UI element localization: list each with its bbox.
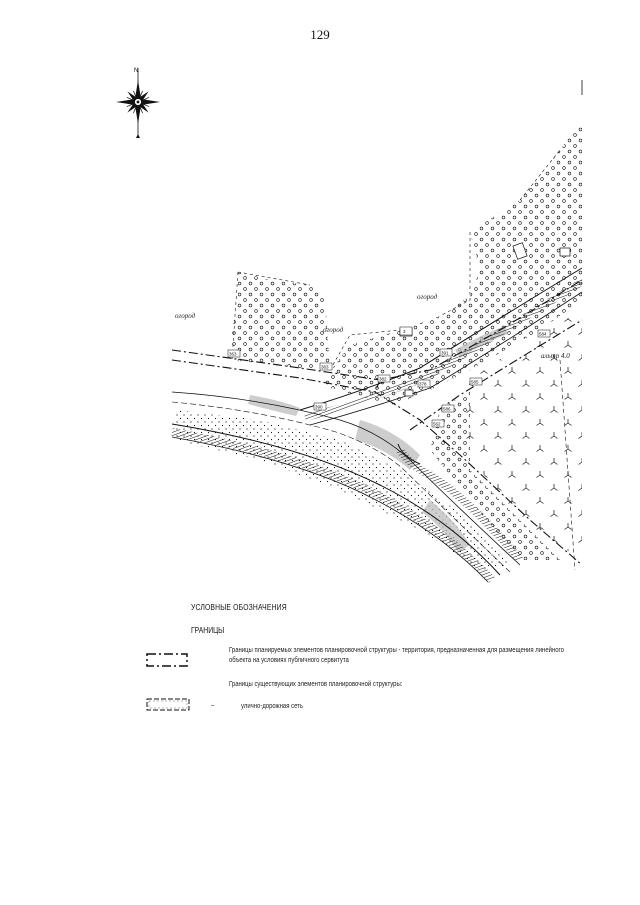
parcel-label: 562 bbox=[433, 421, 441, 427]
parcel-label: 585 bbox=[471, 379, 479, 385]
legend-dash: – bbox=[211, 702, 215, 709]
garden-label: огород bbox=[417, 293, 438, 301]
garden-label: огород bbox=[323, 326, 344, 334]
legend-section-title: ГРАНИЦЫ bbox=[191, 626, 225, 635]
legend-title: УСЛОВНЫЕ ОБОЗНАЧЕНИЯ bbox=[191, 603, 287, 612]
parcel-label: 586 bbox=[443, 406, 451, 412]
road-network-text: улично-дорожная сеть bbox=[241, 703, 304, 710]
north-letter: N bbox=[134, 68, 139, 74]
elevation-label: альтр 4.0 bbox=[541, 352, 570, 360]
parcel-label: 390 bbox=[315, 404, 323, 410]
parcel-label: 584 bbox=[539, 331, 547, 337]
parcel-label: 382 bbox=[379, 376, 387, 382]
parcel-label: 3 bbox=[403, 329, 406, 334]
compass-rose-icon bbox=[112, 64, 164, 142]
parcel-label: 391 bbox=[441, 350, 449, 356]
parcel-label: 363 bbox=[321, 364, 329, 370]
garden-label: огород bbox=[175, 312, 196, 320]
parcel-label: 378 bbox=[419, 381, 427, 387]
existing-boundary-text: Границы существующих элементов планировочной структуры: bbox=[229, 681, 403, 688]
map-plan bbox=[160, 60, 590, 590]
road-network-symbol bbox=[145, 696, 191, 714]
planned-boundary-symbol bbox=[145, 651, 189, 669]
planned-boundary-text: Границы планируемых элементов планировочной структуры - территория, предназначенная для размещения линейного объекта на условиях публичного сервитута bbox=[229, 647, 564, 664]
page-number: 129 bbox=[310, 27, 330, 42]
parcel-label: 363 bbox=[229, 351, 237, 357]
